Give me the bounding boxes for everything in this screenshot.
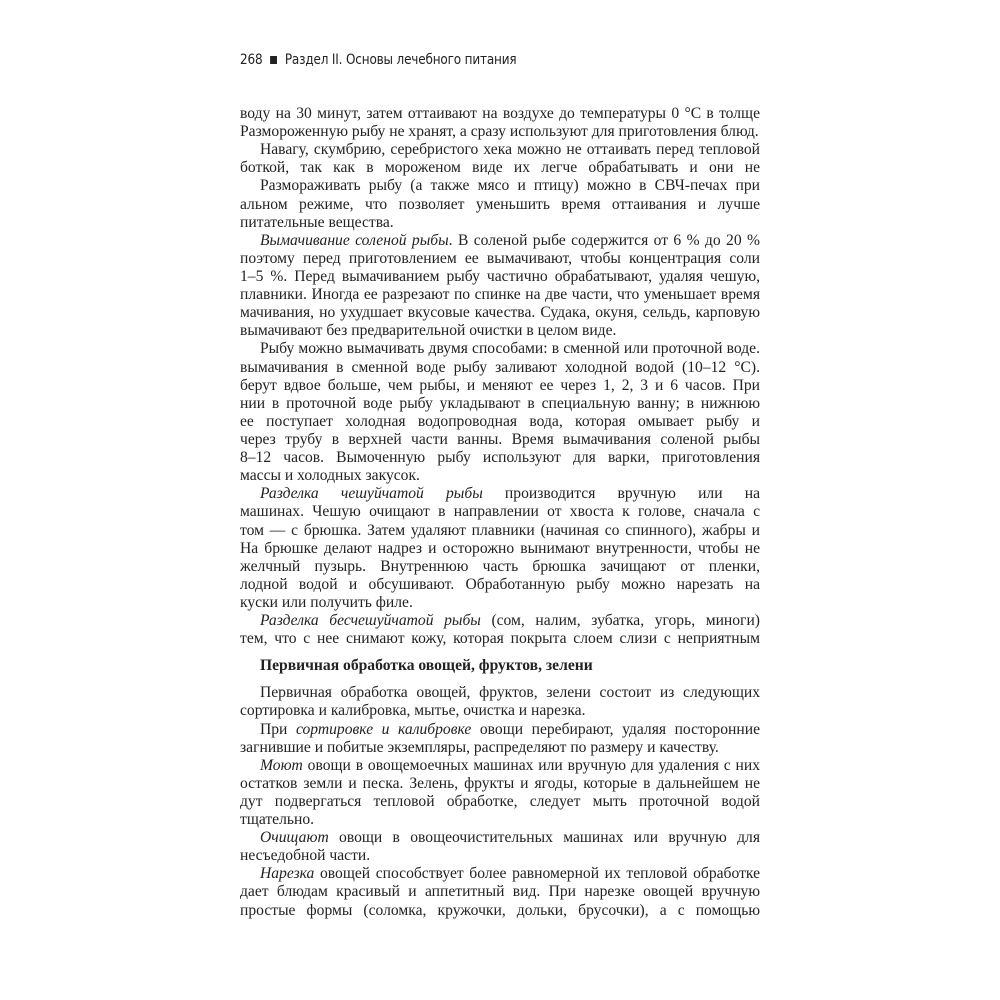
text-segment: 8–12 часов. Вымоченную рыбу используют для варки, приготовления bbox=[240, 449, 760, 467]
text-line bbox=[240, 359, 760, 377]
text-line bbox=[240, 757, 760, 775]
italic-term: Вымачивание соленой рыбы bbox=[260, 231, 449, 249]
text-line bbox=[240, 829, 760, 847]
text-segment: вымачивают без предварительной очистки в целом виде. bbox=[240, 322, 617, 340]
text-segment: дут подвергаться тепловой обработке, следует мыть проточной водой bbox=[240, 792, 760, 810]
text-line bbox=[240, 268, 760, 286]
text-segment: тщательно. bbox=[240, 811, 315, 829]
italic-term: Нарезка bbox=[260, 865, 315, 883]
text-segment: тем, что с нее снимают кожу, которая покрыта слоем слизи с неприятным bbox=[240, 630, 760, 648]
text-line bbox=[240, 159, 760, 177]
vegetable-processing-text bbox=[240, 684, 760, 919]
text-segment: альном режиме, что позволяет уменьшить время оттаивания и лучше bbox=[240, 195, 760, 213]
text-segment: Навагу, скумбрию, серебристого хека можно не оттаивать перед тепловой bbox=[260, 141, 760, 159]
text-segment: . В соленой рыбе содержится от 6 % до 20 % bbox=[448, 231, 760, 249]
text-segment: боткой, так как в мороженом виде их легче обрабатывать и они не bbox=[240, 159, 760, 177]
text-segment: берут вдвое больше, чем рыбы, и меняют ее через 1, 2, 3 и 6 часов. При bbox=[240, 376, 760, 394]
italic-term: Разделка чешуйчатой рыбы bbox=[260, 485, 483, 503]
text-segment: массы и холодных закусок. bbox=[240, 467, 420, 485]
text-line bbox=[240, 377, 760, 395]
text-line bbox=[240, 503, 760, 521]
text-segment: том — с брюшка. Затем удаляют плавники (начиная со спинного), жабры и bbox=[240, 521, 760, 539]
text-segment: куски или получить филе. bbox=[240, 593, 413, 611]
running-header bbox=[240, 52, 516, 68]
fish-processing-text bbox=[240, 105, 760, 648]
text-segment: остатков земли и песка. Зелень, фрукты и ягоды, которые в дальнейшем не bbox=[240, 774, 760, 792]
text-line bbox=[240, 558, 760, 576]
text-line bbox=[240, 105, 760, 123]
section-heading: Первичная обработка овощей, фруктов, зелени bbox=[260, 657, 593, 675]
page-number: 268 bbox=[240, 52, 263, 68]
italic-term: сортировке и калибровке bbox=[295, 720, 472, 738]
text-segment: через трубу в верхней части ванны. Время вымачивания соленой рыбы bbox=[240, 430, 760, 448]
text-segment: овощи в овощеочистительных машинах или вручную для bbox=[339, 829, 760, 847]
square-bullet-icon bbox=[270, 56, 277, 64]
text-line bbox=[240, 286, 760, 304]
text-line bbox=[240, 612, 760, 630]
text-segment: несъедобной части. bbox=[240, 847, 371, 865]
text-segment: простые формы (соломка, кружочки, дольки, брусочки), а с помощью bbox=[240, 901, 760, 919]
text-segment: (сом, налим, зубатка, угорь, миноги) bbox=[491, 612, 760, 630]
text-line bbox=[240, 214, 760, 232]
text-line bbox=[240, 322, 760, 340]
text-segment: воду на 30 минут, затем оттаивают на воздухе до температуры 0 °С в толще bbox=[240, 105, 760, 122]
text-segment: При bbox=[260, 720, 296, 738]
text-line bbox=[240, 485, 760, 503]
text-line bbox=[240, 196, 760, 214]
text-line bbox=[240, 883, 760, 901]
text-segment: вымачивания в сменной воде рыбу заливают холодной водой (10–12 °С). bbox=[240, 358, 760, 376]
text-line bbox=[240, 123, 760, 141]
text-line bbox=[240, 775, 760, 793]
text-line bbox=[240, 250, 760, 268]
text-line bbox=[240, 141, 760, 159]
text-line bbox=[240, 594, 760, 612]
text-segment: питательные вещества. bbox=[240, 213, 394, 231]
text-segment: дает блюдам красивый и аппетитный вид. При нарезке овощей вручную bbox=[240, 883, 760, 901]
text-line bbox=[240, 865, 760, 883]
text-line bbox=[240, 232, 760, 250]
text-segment: сортировка и калибровка, мытье, очистка и нарезка. bbox=[240, 702, 586, 720]
text-segment: плавники. Иногда ее разрезают по спинке на две части, что уменьшает время bbox=[240, 286, 760, 304]
text-segment: На брюшке делают надрез и осторожно вынимают внутренности, чтобы не bbox=[240, 539, 760, 557]
text-segment: Размороженную рыбу не хранят, а сразу используют для приготовления блюд. bbox=[240, 123, 759, 141]
page-body bbox=[240, 105, 760, 920]
text-line bbox=[240, 449, 760, 467]
italic-term: Моют bbox=[260, 756, 303, 774]
text-segment: производится вручную или на bbox=[504, 485, 760, 503]
text-line bbox=[240, 847, 760, 865]
text-segment: овощи перебирают, удаляя посторонние bbox=[479, 720, 760, 738]
italic-term: Очищают bbox=[260, 829, 329, 847]
text-segment: лодной водой и обсушивают. Обработанную рыбу можно нарезать на bbox=[240, 575, 760, 593]
text-line bbox=[240, 467, 760, 485]
text-line bbox=[240, 902, 760, 920]
text-line bbox=[240, 413, 760, 431]
text-line bbox=[240, 177, 760, 195]
text-line bbox=[240, 340, 760, 358]
text-line bbox=[240, 395, 760, 413]
text-segment: мачивания, но ухудшает вкусовые качества. Судака, окуня, сельдь, карповую bbox=[240, 304, 760, 322]
text-line bbox=[240, 630, 760, 648]
text-line bbox=[240, 721, 760, 739]
text-line bbox=[240, 522, 760, 540]
text-line bbox=[240, 811, 760, 829]
section-title: Раздел II. Основы лечебного питания bbox=[284, 52, 517, 68]
text-segment: Размораживать рыбу (а также мясо и птицу) можно в СВЧ-печах при bbox=[260, 177, 760, 195]
text-line bbox=[240, 793, 760, 811]
text-line bbox=[240, 304, 760, 322]
text-line bbox=[240, 739, 760, 757]
text-line bbox=[240, 431, 760, 449]
text-segment: машинах. Чешую очищают в направлении от хвоста к голове, сначала с bbox=[240, 503, 760, 521]
text-line bbox=[240, 702, 760, 720]
text-segment: ее поступает холодная водопроводная вода, которая омывает рыбу и bbox=[240, 412, 760, 430]
text-line bbox=[240, 576, 760, 594]
text-segment: 1–5 %. Перед вымачиванием рыбу частично обрабатывают, удаляя чешую, bbox=[240, 267, 760, 285]
text-segment: поэтому перед приготовлением ее вымачивают, чтобы концентрация соли bbox=[240, 249, 760, 267]
text-segment: Первичная обработка овощей, фруктов, зелени состоит из следующих bbox=[260, 684, 760, 702]
text-segment: нии в проточной воде рыбу укладывают в специальную ванну; в нижнюю bbox=[240, 394, 760, 412]
text-segment: овощей способствует более равномерной их тепловой обработке bbox=[319, 865, 760, 883]
text-line bbox=[240, 684, 760, 702]
text-segment: загнившие и побитые экземпляры, распределяют по размеру и качеству. bbox=[240, 738, 719, 756]
text-segment: Рыбу можно вымачивать двумя способами: в сменной или проточной воде. bbox=[260, 340, 760, 358]
italic-term: Разделка бесчешуйчатой рыбы bbox=[260, 612, 481, 630]
text-segment: желчный пузырь. Внутреннюю часть брюшка зачищают от пленки, bbox=[240, 557, 760, 575]
text-segment: овощи в овощемоечных машинах или вручную для удаления с них bbox=[302, 756, 760, 774]
text-line bbox=[240, 540, 760, 558]
